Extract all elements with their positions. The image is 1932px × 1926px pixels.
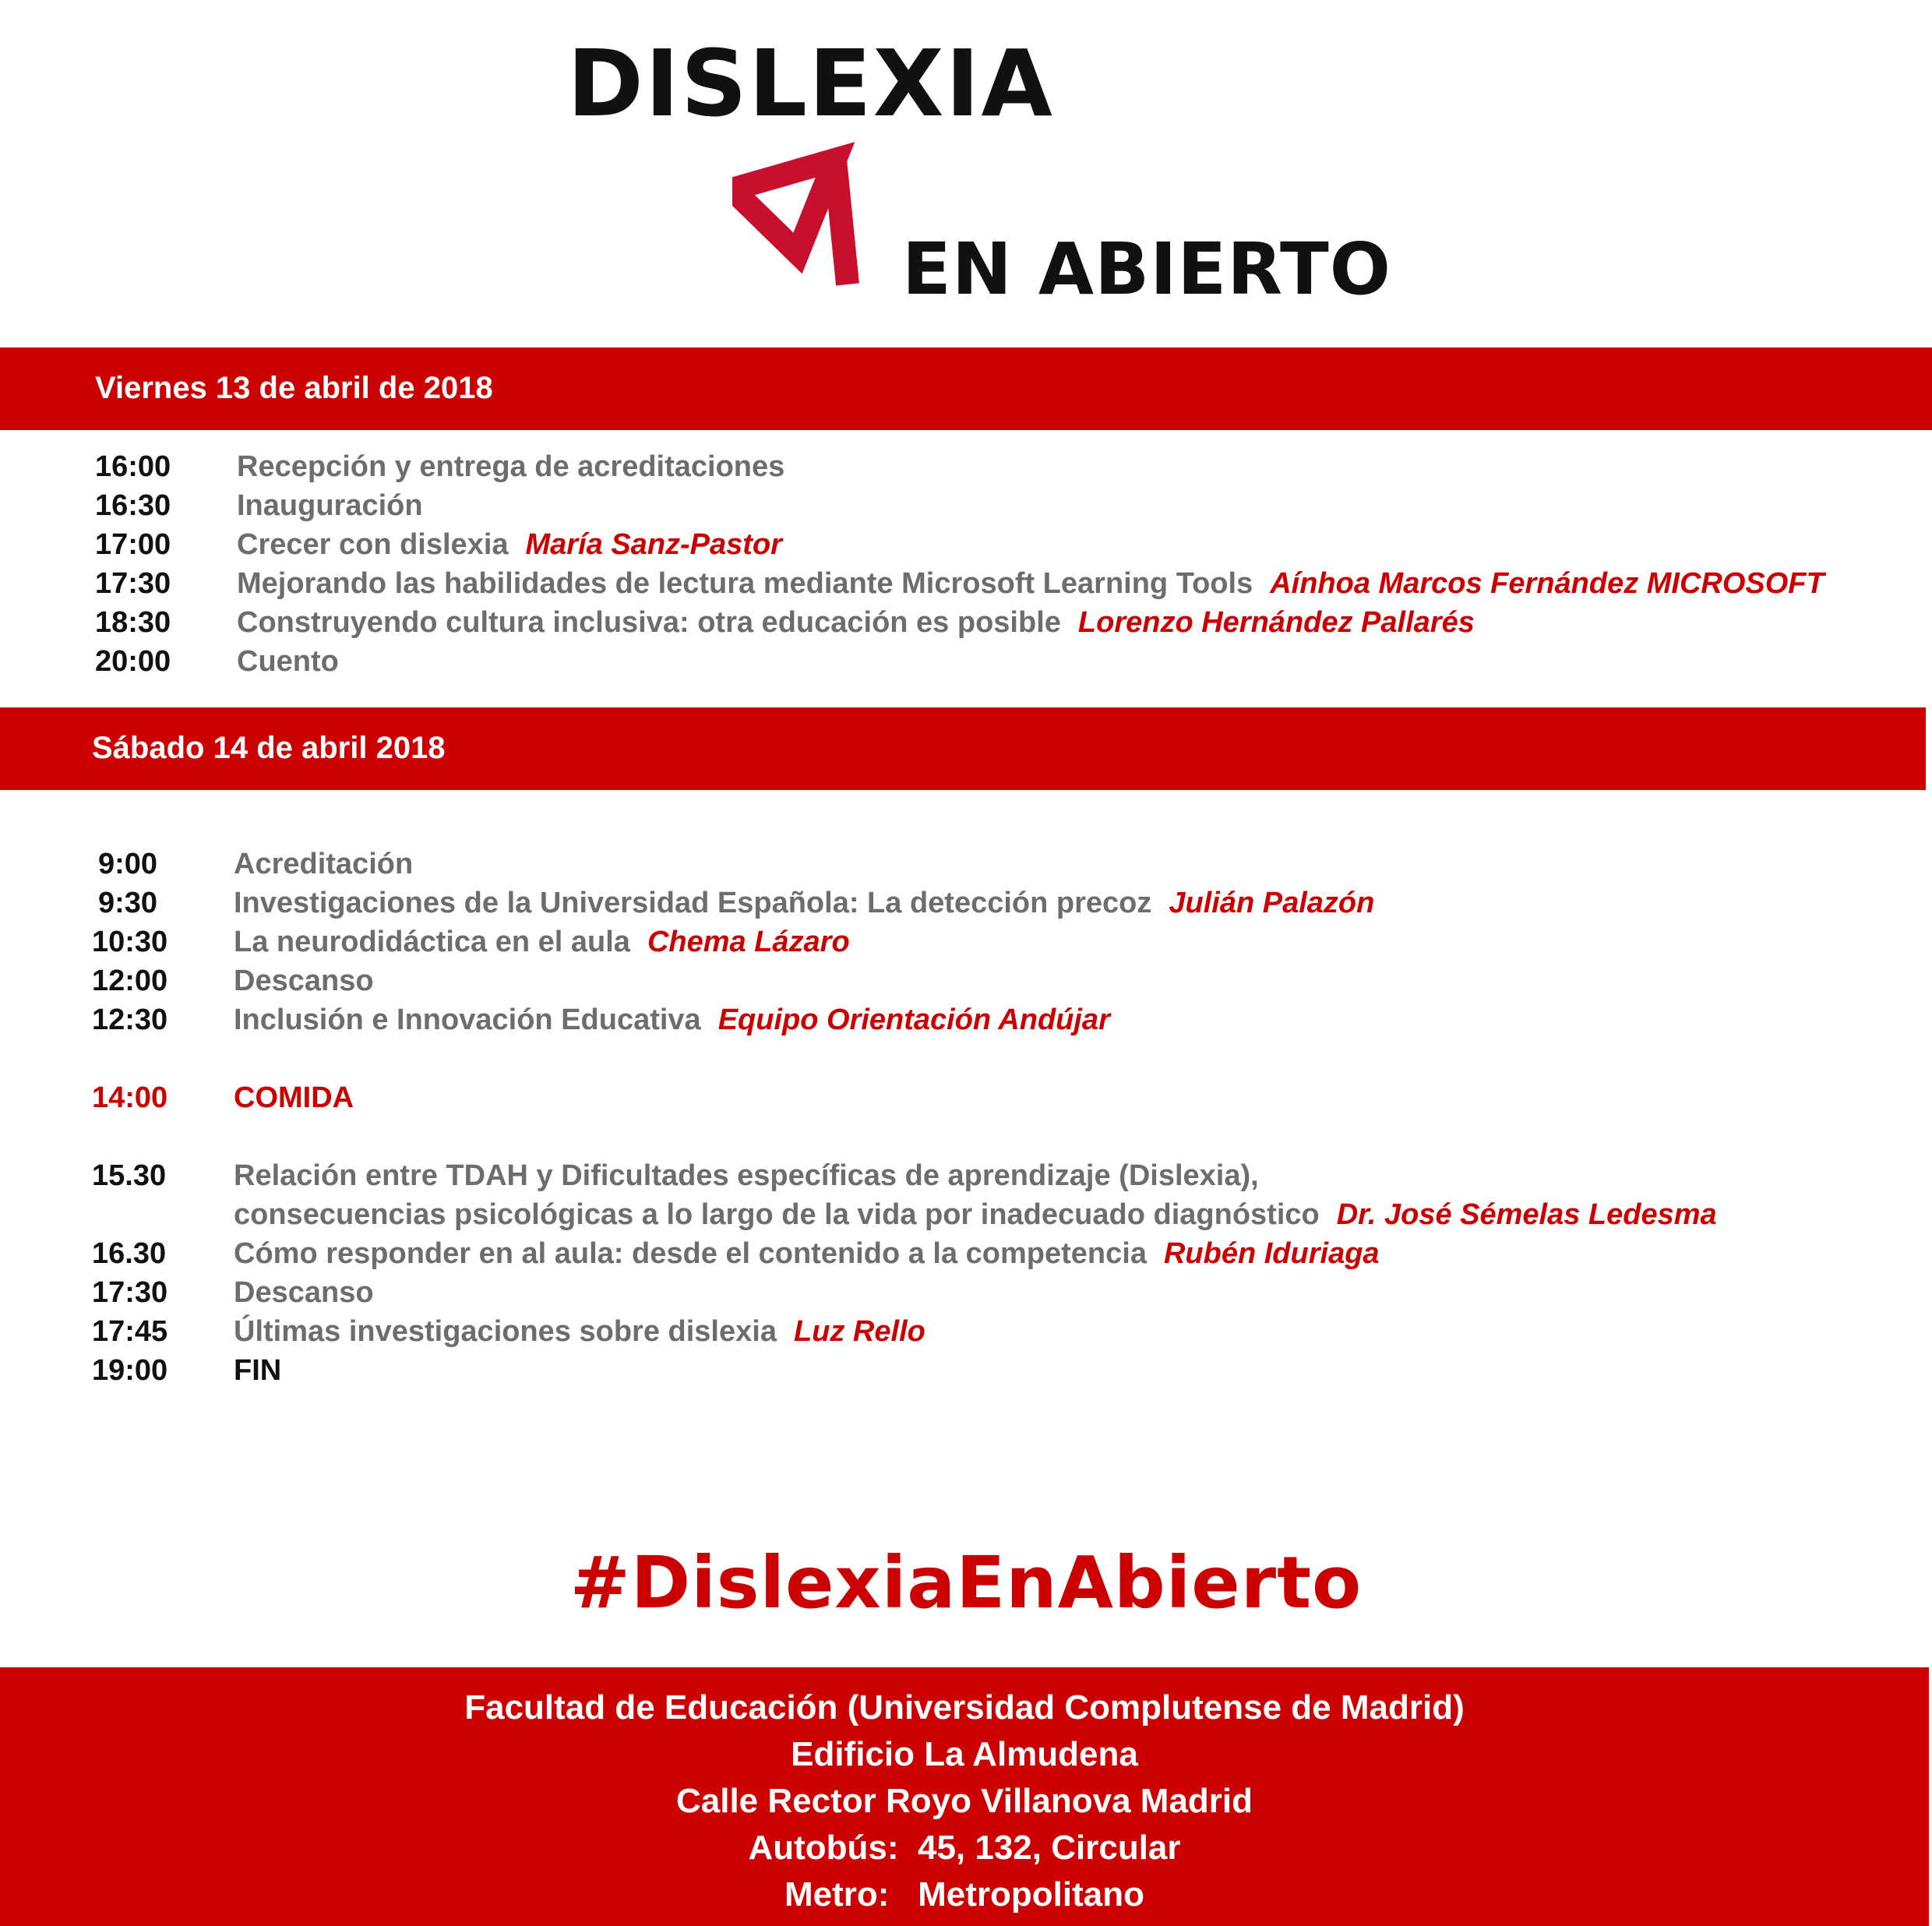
speaker-name: Luz Rello xyxy=(793,1315,925,1348)
schedule-row xyxy=(0,884,1932,922)
venue-line-street: Calle Rector Royo Villanova Madrid xyxy=(675,1782,1253,1820)
lunch-time: 14:00 xyxy=(92,1081,168,1114)
speaker-name: Dr. José Sémelas Ledesma xyxy=(1336,1198,1717,1231)
schedule-time: 12:30 xyxy=(92,1004,168,1036)
day1-schedule xyxy=(0,447,1932,681)
day2-header-band xyxy=(0,707,1926,790)
schedule-time: 9:30 xyxy=(98,887,158,919)
session-title: Cuento xyxy=(237,645,339,678)
session-title: Relación entre TDAH y Dificultades específicas de aprendizaje (Dislexia), xyxy=(234,1159,1259,1192)
session-title: Acreditación xyxy=(234,848,414,880)
schedule-time: 10:30 xyxy=(92,926,168,958)
schedule-title xyxy=(234,1351,281,1390)
speaker-name: Lorenzo Hernández Pallarés xyxy=(1077,606,1475,639)
lunch-row-container xyxy=(0,1078,1932,1117)
schedule-time: 17:00 xyxy=(95,528,171,561)
schedule-time: 16.30 xyxy=(92,1237,167,1270)
lunch-title: COMIDA xyxy=(234,1081,354,1114)
session-title: Descanso xyxy=(234,965,374,997)
schedule-row xyxy=(0,447,1932,486)
schedule-title xyxy=(237,603,1475,642)
schedule-row xyxy=(0,1273,1932,1312)
speaker-name: Equipo Orientación Andújar xyxy=(717,1004,1110,1036)
schedule-title xyxy=(237,642,339,681)
schedule-row xyxy=(0,486,1932,525)
schedule-title xyxy=(237,486,423,525)
logo-title: DISLEXIA xyxy=(567,30,1054,137)
session-title: FIN xyxy=(234,1354,282,1387)
schedule-title xyxy=(234,845,413,884)
speaker-name: María Sanz-Pastor xyxy=(525,528,782,561)
schedule-time: 17:30 xyxy=(95,567,171,600)
session-title: Mejorando las habilidades de lectura mediante Microsoft Learning Tools xyxy=(237,567,1253,600)
venue-line-metro: Metro: Metropolitano xyxy=(784,1875,1144,1914)
schedule-title xyxy=(234,922,850,961)
day2-afternoon-schedule xyxy=(0,1156,1932,1390)
schedule-title xyxy=(234,1312,925,1351)
schedule-time: 17:45 xyxy=(92,1315,168,1348)
red-triangle-logo-icon xyxy=(732,129,911,296)
session-title: La neurodidáctica en el aula xyxy=(234,926,630,958)
session-title: Inclusión e Innovación Educativa xyxy=(234,1004,701,1036)
venue-line-faculty: Facultad de Educación (Universidad Complutense de Madrid) xyxy=(464,1688,1465,1727)
hashtag: #DislexiaEnAbierto xyxy=(569,1541,1363,1624)
schedule-row xyxy=(0,1156,1932,1195)
schedule-time: 16:30 xyxy=(95,489,171,522)
schedule-title xyxy=(234,1000,1110,1039)
schedule-title xyxy=(237,447,784,486)
schedule-row xyxy=(0,1000,1932,1039)
session-title: Crecer con dislexia xyxy=(237,528,509,561)
schedule-title xyxy=(234,1195,1717,1234)
speaker-name: Aínhoa Marcos Fernández MICROSOFT xyxy=(1270,567,1824,600)
day2-morning-schedule xyxy=(0,845,1932,1039)
schedule-row xyxy=(0,603,1932,642)
venue-line-bus: Autobús: 45, 132, Circular xyxy=(748,1829,1181,1867)
speaker-name: Chema Lázaro xyxy=(647,926,850,958)
day1-header-band xyxy=(0,347,1932,430)
schedule-row xyxy=(0,1195,1932,1234)
session-title: Inauguración xyxy=(237,489,423,522)
schedule-time: 17:30 xyxy=(92,1276,168,1309)
session-title: Cómo responder en al aula: desde el contenido a la competencia xyxy=(234,1237,1147,1270)
session-title: Construyendo cultura inclusiva: otra educación es posible xyxy=(237,606,1061,639)
logo-subtitle: EN ABIERTO xyxy=(902,228,1391,311)
session-title: Descanso xyxy=(234,1276,374,1309)
day2-date: Sábado 14 de abril 2018 xyxy=(92,731,446,765)
day1-date: Viernes 13 de abril de 2018 xyxy=(95,371,493,405)
schedule-row xyxy=(0,525,1932,564)
schedule-row xyxy=(0,1351,1932,1390)
lunch-row xyxy=(0,1078,1932,1117)
session-title: consecuencias psicológicas a lo largo de la vida por inadecuado diagnóstico xyxy=(234,1198,1320,1231)
speaker-name: Julián Palazón xyxy=(1169,887,1375,919)
schedule-time: 18:30 xyxy=(95,606,171,639)
session-title: Recepción y entrega de acreditaciones xyxy=(237,450,785,483)
schedule-time: 20:00 xyxy=(95,645,171,678)
venue-band xyxy=(0,1667,1929,1926)
schedule-row xyxy=(0,1234,1932,1273)
speaker-name: Rubén Iduriaga xyxy=(1163,1237,1380,1270)
schedule-title xyxy=(234,884,1374,922)
schedule-row xyxy=(0,961,1932,1000)
venue-line-building: Edificio La Almudena xyxy=(791,1735,1138,1773)
schedule-row xyxy=(0,564,1932,603)
schedule-title xyxy=(234,961,374,1000)
schedule-time: 12:00 xyxy=(92,965,168,997)
schedule-title xyxy=(237,564,1824,603)
schedule-time: 19:00 xyxy=(92,1354,168,1387)
schedule-title xyxy=(234,1156,1259,1195)
schedule-row xyxy=(0,1312,1932,1351)
schedule-row xyxy=(0,642,1932,681)
schedule-row xyxy=(0,845,1932,884)
schedule-title xyxy=(237,525,782,564)
schedule-time: 16:00 xyxy=(95,450,171,483)
schedule-time: 9:00 xyxy=(98,848,158,880)
schedule-time: 15.30 xyxy=(92,1159,167,1192)
schedule-title xyxy=(234,1273,374,1312)
session-title: Investigaciones de la Universidad Española: La detección precoz xyxy=(234,887,1152,919)
schedule-title xyxy=(234,1234,1380,1273)
schedule-row xyxy=(0,922,1932,961)
session-title: Últimas investigaciones sobre dislexia xyxy=(234,1315,777,1348)
